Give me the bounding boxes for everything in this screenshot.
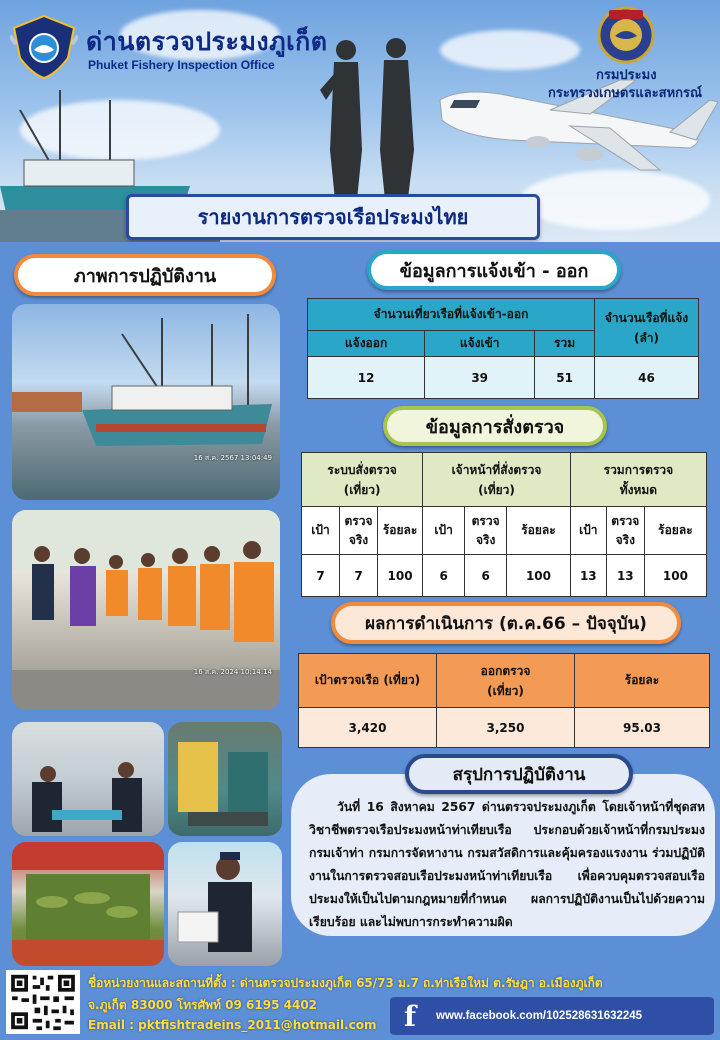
report-title: รายงานการตรวจเรือประมงไทย [126, 194, 540, 240]
col-percent: ร้อยละ [507, 507, 571, 555]
col-notify-total: รวม [535, 331, 595, 357]
value-system-percent: 100 [378, 555, 423, 597]
col-actual: ตรวจ จริง [340, 507, 378, 555]
col-target: เป้า [570, 507, 606, 555]
notify-section-title: ข้อมูลการแจ้งเข้า - ออก [367, 250, 621, 290]
value-inspection-target: 3,420 [299, 708, 437, 748]
result-table [298, 653, 710, 748]
value-system-target: 7 [302, 555, 340, 597]
value-total-target: 13 [570, 555, 606, 597]
result-section-title: ผลการดำเนินการ (ต.ค.66 – ปัจจุบัน) [331, 602, 681, 644]
value-officer-actual: 6 [465, 555, 507, 597]
header-trips: จำนวนเที่ยวเรือที่แจ้งเข้า-ออก [308, 299, 595, 331]
value-notify-total: 51 [535, 357, 595, 399]
value-boats: 46 [595, 357, 699, 399]
col-percent: ร้อยละ [378, 507, 423, 555]
col-target: เป้า [423, 507, 465, 555]
header-total-inspection: รวมการตรวจ ทั้งหมด [570, 453, 706, 507]
facebook-url[interactable]: www.facebook.com/102528631632245 [436, 1010, 643, 1022]
office-name-en: Phuket Fishery Inspection Office [88, 58, 275, 72]
header-banner [0, 0, 720, 242]
col-notify-out: แจ้งออก [308, 331, 425, 357]
photo-crew-inspection [12, 510, 280, 710]
col-percent: ร้อยละ [644, 507, 706, 555]
department-name: กรมประมง [596, 68, 657, 83]
summary-section-title: สรุปการปฏิบัติงาน [405, 754, 633, 794]
value-total-actual: 13 [606, 555, 644, 597]
summary-box [291, 774, 715, 936]
office-email[interactable]: Email : pktfishtradeins_2011@hotmail.com [88, 1018, 377, 1032]
photo-officer-documents [168, 842, 282, 966]
value-total-percent: 100 [644, 555, 706, 597]
order-table [301, 452, 707, 597]
department-of-fisheries-logo [597, 6, 655, 64]
photo-catch-storage [12, 842, 164, 966]
photo-timestamp: 16 ส.ค. 2024 10:14:14 [193, 668, 272, 676]
value-notify-out: 12 [308, 357, 425, 399]
photo-engine-room [168, 722, 282, 836]
photo-section-title: ภาพการปฏิบัติงาน [14, 254, 276, 296]
col-result-percent: ร้อยละ [575, 654, 710, 708]
header-system-order: ระบบสั่งตรวจ (เที่ยว) [302, 453, 423, 507]
value-result-percent: 95.03 [575, 708, 710, 748]
col-target: เป้า [302, 507, 340, 555]
office-address: ชื่อหน่วยงานและสถานที่ตั้ง : ด่านตรวจประมงภูเก็ต 65/73 ม.7 ถ.ท่าเรือใหม่ ต.รัษฎา อ.เมืองภูเก็ต [88, 976, 603, 990]
col-notify-in: แจ้งเข้า [425, 331, 535, 357]
value-system-actual: 7 [340, 555, 378, 597]
photo-fishing-boats-harbor [12, 304, 280, 500]
col-actual: ตรวจ จริง [465, 507, 507, 555]
qr-code[interactable] [6, 970, 80, 1034]
value-officer-target: 6 [423, 555, 465, 597]
summary-text: วันที่ 16 สิงหาคม 2567 ด่านตรวจประมงภูเก็ต โดยเจ้าหน้าที่ชุดสหวิชาชีพตรวจเรือประมงหน้าท่าเทียบเรือ ประกอบด้วยเจ้าหน้าที่กรมประมง กรมเจ้าท่า กรมการจัดหางาน กรมสวัสดิการและคุ้มครองแรงงาน ร่วมปฏิบัติงานในการตรวจสอบเรือประมงหน้าท่าเทียบเรือ เพื่อควบคุมตรวจสอบเรือประมงให้เป็นไปตามกฎหมายที่กำหนด ผลการปฏิบัติงานเป็นไปด้วยความเรียบร้อย และไม่พบการกระทำความผิด [309, 800, 705, 929]
value-notify-in: 39 [425, 357, 535, 399]
notify-table [307, 298, 699, 399]
value-inspections-done: 3,250 [437, 708, 575, 748]
facebook-link[interactable] [390, 997, 714, 1035]
col-inspection-target: เป้าตรวจเรือ (เที่ยว) [299, 654, 437, 708]
photo-document-check [12, 722, 164, 836]
header-officer-order: เจ้าหน้าที่สั่งตรวจ (เที่ยว) [423, 453, 571, 507]
ministry-name: กระทรวงเกษตรและสหกรณ์ [548, 86, 703, 101]
office-phone: จ.ภูเก็ต 83000 โทรศัพท์ 09 6195 4402 [88, 998, 318, 1012]
office-name-th: ด่านตรวจประมงภูเก็ต [86, 27, 328, 56]
facebook-icon: f [403, 999, 417, 1033]
fishery-inspection-logo [10, 14, 78, 80]
col-inspections-done: ออกตรวจ (เที่ยว) [437, 654, 575, 708]
photo-timestamp: 16 ส.ค. 2567 13:04:49 [193, 454, 272, 462]
cloud [440, 30, 580, 70]
order-section-title: ข้อมูลการสั่งตรวจ [383, 406, 607, 446]
value-officer-percent: 100 [507, 555, 571, 597]
col-actual: ตรวจ จริง [606, 507, 644, 555]
header-boats: จำนวนเรือที่แจ้ง (ลำ) [595, 299, 699, 357]
